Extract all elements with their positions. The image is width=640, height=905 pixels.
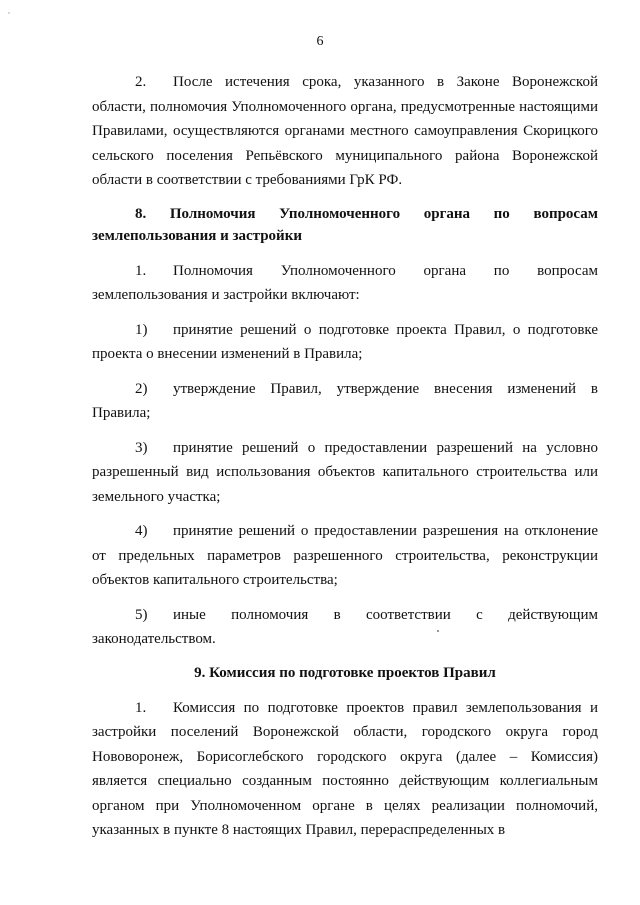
paragraph-number: 1.: [135, 262, 147, 279]
scan-artifact-dot: [437, 630, 439, 632]
section-8-item-1: [92, 318, 598, 367]
item-number: 1): [135, 321, 148, 338]
item-text: утверждение Правил, утверждение внесения изменений в Правила;: [92, 380, 598, 421]
paragraph-number: 2.: [135, 74, 147, 90]
section-8-item-4: [92, 519, 598, 593]
page-number: 6: [316, 34, 324, 49]
scan-artifact-dot: [8, 12, 10, 14]
item-number: 2): [135, 380, 148, 397]
paragraph-text: Комиссия по подготовке проектов правил землепользования и застройки поселений Воронежской области, городского округа город Нововоронеж, Борисоглебского городского округа (далее – Комиссия) является специально созданным постоянно действующим коллегиальным органом при Уполномоченном органе в целях реализации полномочий, указанных в пункте 8 настоящих Правил, перераспределенных в: [92, 699, 598, 838]
section-9-heading: 9. Комиссия по подготовке проектов Правил: [194, 664, 496, 681]
section-8-heading: 8. Полномочия Уполномоченного органа по вопросам землепользования и застройки: [92, 205, 598, 244]
item-text: принятие решений о предоставлении разрешений на условно разрешенный вид использования объектов капитального строительства или земельного участка;: [92, 439, 598, 505]
item-text: принятие решений о предоставлении разрешения на отклонение от предельных параметров разрешенного строительства, реконструкции объектов капитального строительства;: [92, 523, 598, 588]
section-8-intro: [92, 259, 598, 308]
item-number: 5): [135, 606, 148, 623]
section-8-item-2: [92, 377, 598, 426]
section-9-paragraph-1: [92, 696, 598, 843]
item-text: принятие решений о подготовке проекта Правил, о подготовке проекта о внесении изменений в Правила;: [92, 321, 598, 362]
section-8-item-5: [92, 603, 598, 652]
paragraph-text: После истечения срока, указанного в Законе Воронежской области, полномочия Уполномоченного органа, предусмотренные настоящими Правилами, осуществляются органами местного самоуправления Скорицкого сельского поселения Репьёвского муниципального района Воронежской области в соответствии с требованиями ГрК РФ.: [92, 74, 598, 188]
section-8-item-3: [92, 436, 598, 510]
paragraph-text: Полномочия Уполномоченного органа по вопросам землепользования и застройки включают:: [92, 262, 598, 303]
document-body: [92, 70, 598, 853]
paragraph-number: 1.: [135, 699, 147, 716]
item-number: 3): [135, 439, 148, 456]
item-number: 4): [135, 523, 148, 539]
item-text: иные полномочия в соответствии с действующим законодательством.: [92, 606, 598, 647]
paragraph-2: [92, 70, 598, 193]
